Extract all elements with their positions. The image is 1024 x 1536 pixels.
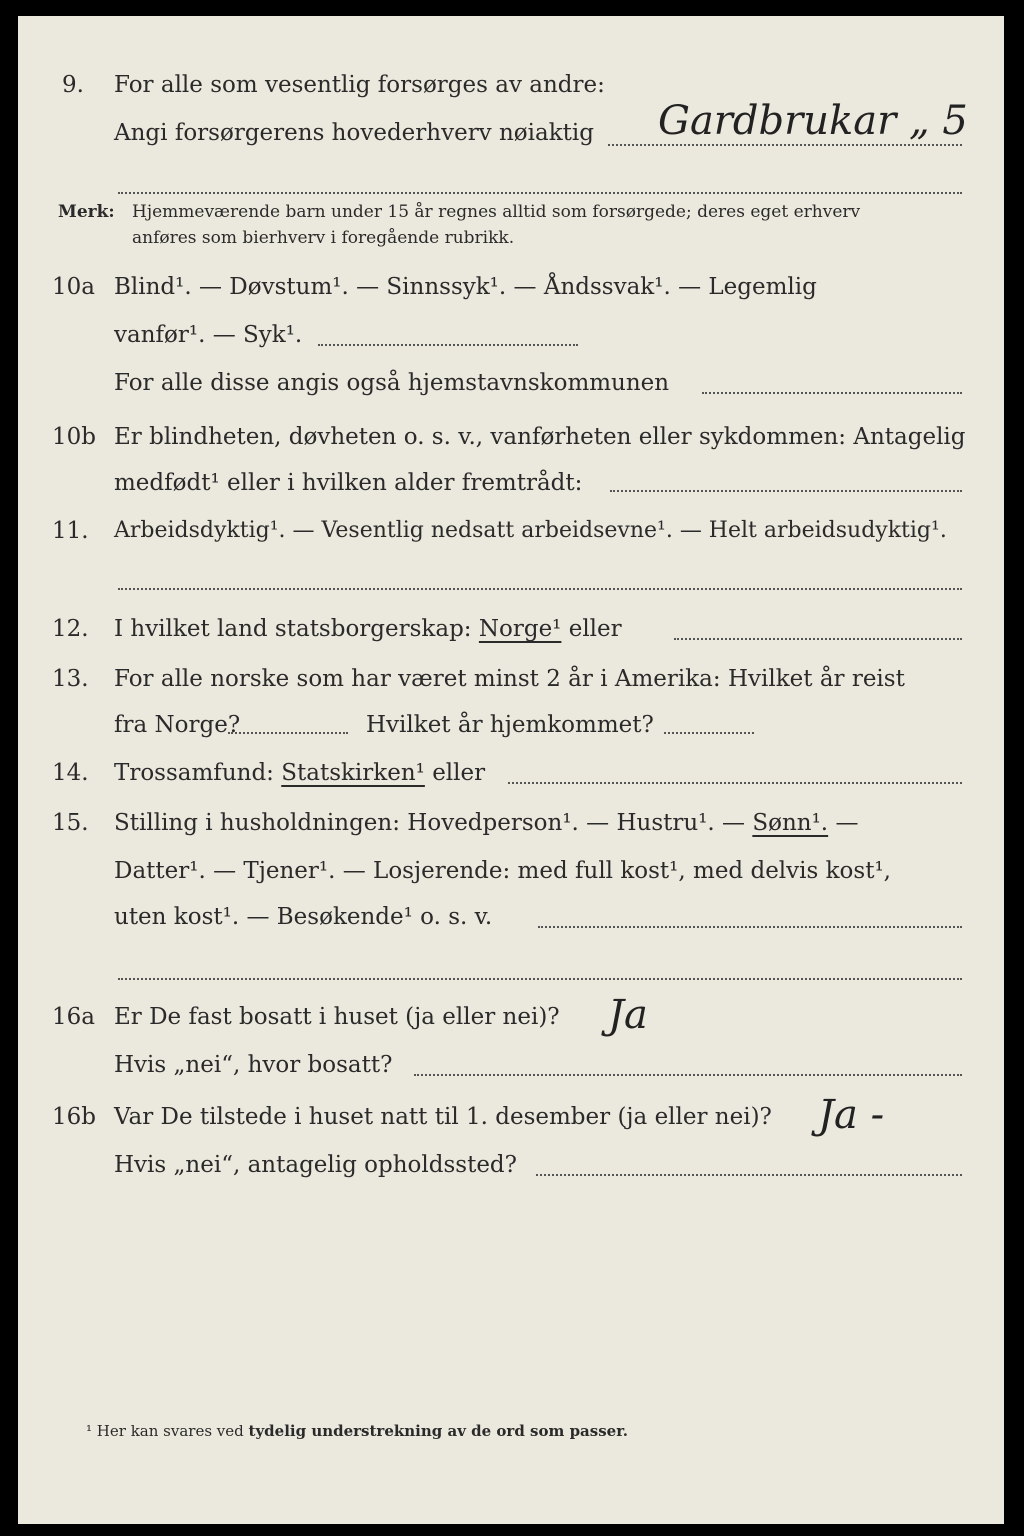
q12-answer-line — [674, 638, 962, 640]
footnote-mark: ¹ — [86, 1422, 93, 1440]
q16b-handwritten-answer: Ja - — [818, 1092, 885, 1138]
q10a-hometown-line — [702, 392, 962, 394]
q12-line — [114, 618, 622, 641]
q15-line1-end: — — [835, 810, 859, 836]
q12-post: eller — [568, 616, 622, 642]
q16b-line2: Hvis „nei“, antagelig opholdssted? — [114, 1152, 517, 1178]
q16a-number: 16a — [52, 1004, 95, 1030]
q15-line2: Datter¹. — Tjener¹. — Losjerende: med full kost¹, med delvis kost¹, — [114, 858, 891, 884]
q13-number: 13. — [52, 666, 89, 692]
q14-post: eller — [432, 760, 486, 786]
merk-line1: Hjemmeværende barn under 15 år regnes alltid som forsørgede; deres eget erhverv — [132, 202, 861, 222]
q11-extra-line — [118, 588, 962, 590]
census-form-page — [18, 16, 1004, 1524]
q15-extra-line — [118, 978, 962, 980]
q10b-answer-line — [610, 490, 962, 492]
q16a-handwritten-answer: Ja — [608, 992, 648, 1038]
q13-departure-line — [228, 732, 348, 734]
footnote-bold-text: tydelig understrekning av de ord som passer. — [248, 1422, 628, 1440]
merk-line2: anføres som bierhverv i foregående rubrikk. — [132, 228, 515, 248]
q11-number: 11. — [52, 518, 89, 544]
q9-number: 9. — [62, 72, 84, 98]
q10b-number: 10b — [52, 424, 96, 450]
q10a-answer-line — [318, 344, 578, 346]
q10b-line1: Er blindheten, døvheten o. s. v., vanførheten eller sykdommen: Antagelig — [114, 424, 966, 450]
q13-return-line — [664, 732, 754, 734]
q16a-answer-line — [414, 1074, 962, 1076]
footnote-text: Her kan svares ved — [96, 1422, 244, 1440]
q10a-line3: For alle disse angis også hjemstavnskommunen — [114, 370, 670, 396]
q15-answer-line — [538, 926, 962, 928]
q15-number: 15. — [52, 810, 89, 836]
q10a-line1: Blind¹. — Døvstum¹. — Sinnssyk¹. — Åndssvak¹. — Legemlig — [114, 274, 817, 300]
q16b-number: 16b — [52, 1104, 96, 1130]
q9-line2: Angi forsørgerens hovederhverv nøiaktig — [114, 120, 594, 146]
q9-answer-line — [608, 144, 962, 146]
q14-number: 14. — [52, 760, 89, 786]
footnote — [86, 1422, 628, 1440]
q9-handwritten-answer: Gardbrukar „ 5 — [658, 98, 968, 144]
q14-line — [114, 762, 485, 785]
q10a-number: 10a — [52, 274, 95, 300]
q15-line3: uten kost¹. — Besøkende¹ o. s. v. — [114, 904, 493, 930]
q14-answer-line — [508, 782, 962, 784]
q13-line1: For alle norske som har været minst 2 år i Amerika: Hvilket år reist — [114, 666, 905, 692]
q14-text: Trossamfund: — [114, 760, 274, 786]
q12-number: 12. — [52, 616, 89, 642]
q13-line2a: fra Norge? — [114, 712, 241, 738]
q10b-line2: medfødt¹ eller i hvilken alder fremtrådt: — [114, 470, 583, 496]
q11-line1: Arbeidsdyktig¹. — Vesentlig nedsatt arbeidsevne¹. — Helt arbeidsudyktig¹. — [114, 518, 947, 543]
q14-underlined-option: Statskirken¹ — [281, 760, 425, 786]
q16a-line2: Hvis „nei“, hvor bosatt? — [114, 1052, 393, 1078]
q12-underlined-option: Norge¹ — [478, 616, 562, 642]
q16a-line1: Er De fast bosatt i huset (ja eller nei)? — [114, 1004, 560, 1030]
q15-line1-text: Stilling i husholdningen: Hovedperson¹. — Hustru¹. — — [114, 810, 746, 836]
q16b-line1: Var De tilstede i huset natt til 1. desember (ja eller nei)? — [114, 1104, 772, 1130]
q10a-line2: vanfør¹. — Syk¹. — [114, 322, 303, 348]
q12-text: I hvilket land statsborgerskap: — [114, 616, 472, 642]
q15-underlined-option: Sønn¹. — [752, 810, 829, 836]
merk-label: Merk: — [58, 202, 115, 222]
q9-line1: For alle som vesentlig forsørges av andre: — [114, 72, 605, 98]
q13-line2b: Hvilket år hjemkommet? — [366, 712, 654, 738]
q9-extra-line — [118, 192, 962, 194]
q15-line1 — [114, 812, 858, 835]
q16b-answer-line — [536, 1174, 962, 1176]
